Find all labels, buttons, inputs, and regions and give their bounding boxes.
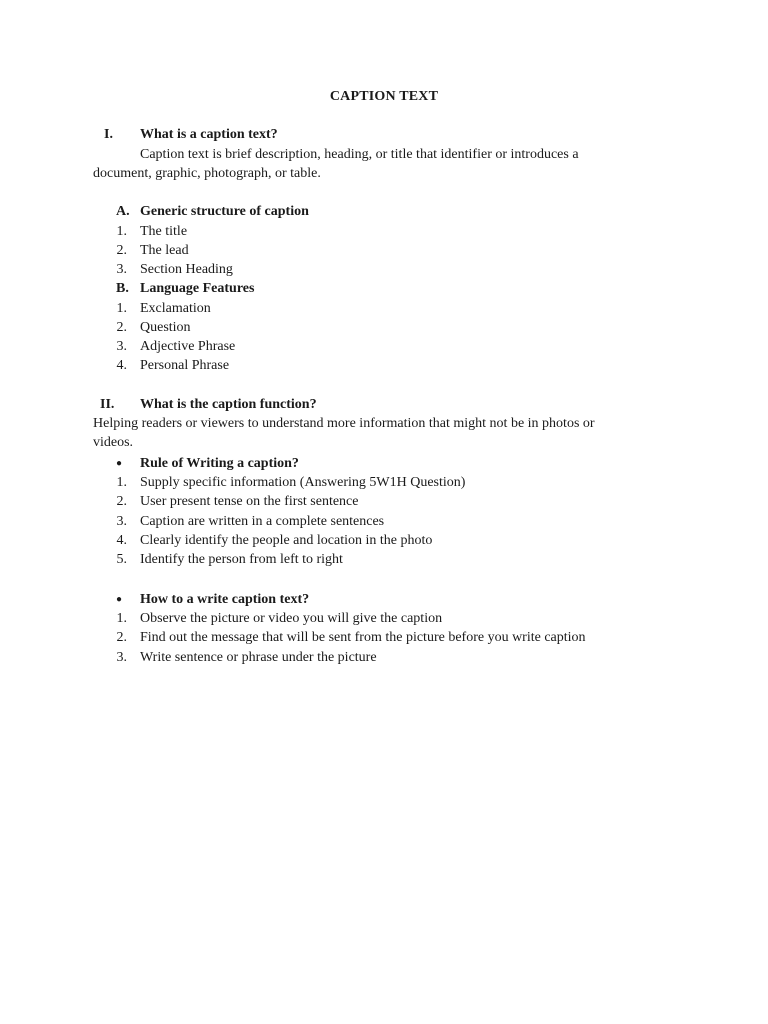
bullet-icon: ● <box>116 594 123 605</box>
list-item-text: Supply specific information (Answering 5W1H Question) <box>140 475 466 490</box>
howto-heading: How to a write caption text? <box>140 592 310 607</box>
list-item-number: 4. <box>116 358 127 373</box>
subsection-a-heading: Generic structure of caption <box>140 204 309 219</box>
subsection-b-letter: B. <box>116 281 129 296</box>
rules-heading: Rule of Writing a caption? <box>140 456 299 471</box>
list-item-text: Question <box>140 320 191 335</box>
list-item-number: 3. <box>116 514 127 529</box>
list-item-number: 3. <box>116 339 127 354</box>
list-item-text: Identify the person from left to right <box>140 552 343 567</box>
section-1-paragraph-line-2: document, graphic, photograph, or table. <box>93 166 321 181</box>
section-1-paragraph-line-1: Caption text is brief description, heading, or title that identifier or introduces a <box>140 147 579 162</box>
list-item-text: Adjective Phrase <box>140 339 236 354</box>
list-item-text: Observe the picture or video you will give the caption <box>140 611 443 626</box>
section-1-numeral: I. <box>104 127 113 142</box>
list-item-text: Find out the message that will be sent from the picture before you write caption <box>140 630 586 645</box>
bullet-icon: ● <box>116 458 123 469</box>
list-item-number: 2. <box>116 494 127 509</box>
list-item-number: 1. <box>116 475 127 490</box>
list-item-text: The title <box>140 224 188 239</box>
page-title: CAPTION TEXT <box>329 89 439 104</box>
list-item-text: User present tense on the first sentence <box>140 494 359 509</box>
section-1-heading: What is a caption text? <box>140 127 278 142</box>
section-2-heading: What is the caption function? <box>140 397 317 412</box>
list-item-text: Write sentence or phrase under the picture <box>140 650 377 665</box>
subsection-a-letter: A. <box>116 204 130 219</box>
subsection-b-heading: Language Features <box>140 281 255 296</box>
list-item-text: Clearly identify the people and location in the photo <box>140 533 433 548</box>
section-2-paragraph-line-2: videos. <box>93 435 134 450</box>
section-2-numeral: II. <box>100 397 115 412</box>
list-item-text: Caption are written in a complete sentences <box>140 514 385 529</box>
list-item-number: 1. <box>116 301 127 316</box>
list-item-number: 4. <box>116 533 127 548</box>
list-item-number: 5. <box>116 552 127 567</box>
list-item-number: 3. <box>116 262 127 277</box>
list-item-text: Section Heading <box>140 262 233 277</box>
list-item-number: 2. <box>116 320 127 335</box>
list-item-text: Personal Phrase <box>140 358 230 373</box>
list-item-number: 1. <box>116 224 127 239</box>
list-item-number: 2. <box>116 243 127 258</box>
list-item-number: 2. <box>116 630 127 645</box>
list-item-number: 1. <box>116 611 127 626</box>
list-item-number: 3. <box>116 650 127 665</box>
list-item-text: Exclamation <box>140 301 211 316</box>
section-2-paragraph-line-1: Helping readers or viewers to understand more information that might not be in photos or <box>93 416 595 431</box>
list-item-text: The lead <box>140 243 189 258</box>
